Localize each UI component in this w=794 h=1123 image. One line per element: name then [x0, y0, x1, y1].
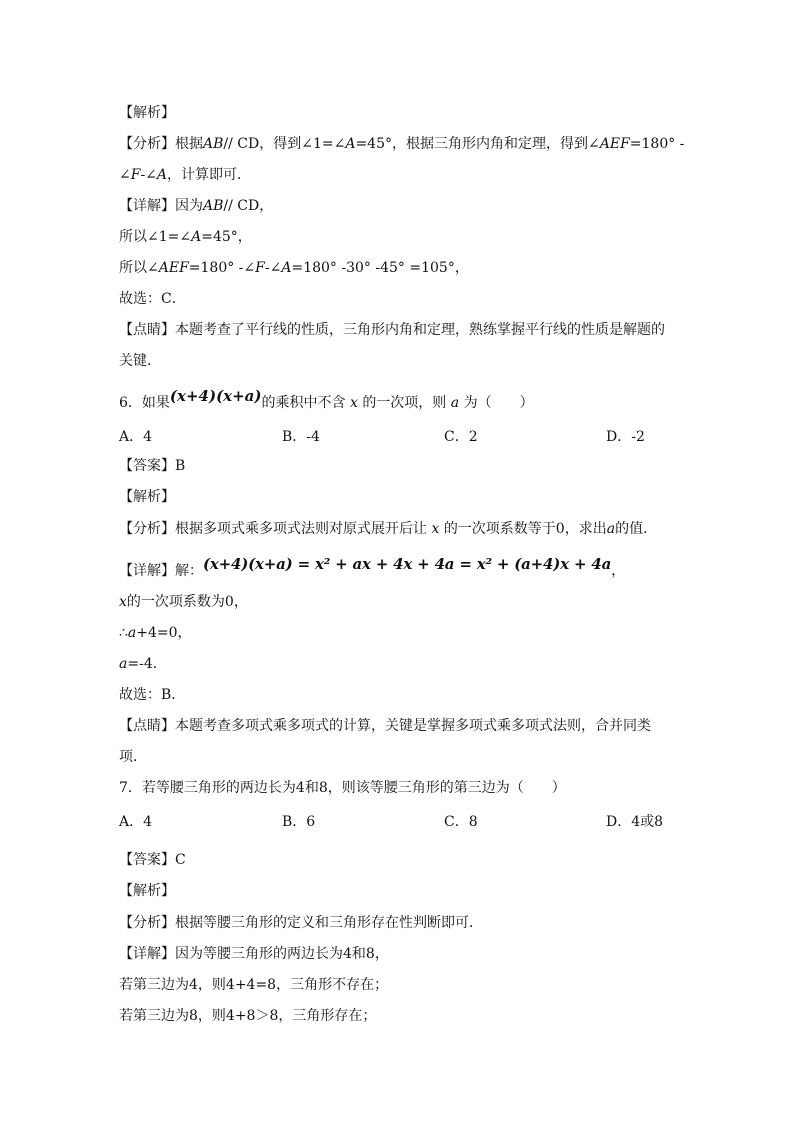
q5-jiexi-heading: 【解析】 [119, 105, 175, 121]
q6-option-b: B．-4 [282, 429, 320, 445]
q6-option-c: C．2 [444, 429, 478, 445]
q6-stem: 6．如果(x+4)(x+a)的乘积中不含 x 的一次项，则 a 为（ ） [119, 387, 534, 411]
q6-xiangjie-line: 【详解】解：(x+4)(x+a) = x² + ax + 4x + 4a = x² + (a+4)x + 4a， [119, 555, 626, 579]
q6-dianjing-line-1: 【点睛】本题考查多项式乘多项式的计算，关键是掌握多项式乘多项式法则，合并同类 [119, 718, 651, 734]
q7-option-b: B．6 [282, 814, 316, 830]
q6-fenxi-tag: 【分析】 [119, 521, 175, 537]
q6-dianjing-tag: 【点睛】 [119, 718, 175, 734]
q6-xiangjie-tag: 【详解】 [119, 563, 175, 579]
q6-step-1: x的一次项系数为0， [119, 594, 248, 610]
q7-answer-key: 【答案】C [119, 852, 186, 868]
q6-fenxi-line: 【分析】根据多项式乘多项式法则对原式展开后让 x 的一次项系数等于0，求出a的值． [119, 521, 658, 537]
q6-expansion-expression: (x+4)(x+a) = x² + ax + 4x + 4a = x² + (a+4)x + 4a [203, 555, 612, 573]
q5-dianjing-line-2: 关键． [119, 353, 161, 369]
q5-answer: 故选：C． [119, 291, 186, 307]
q6-option-a: A．4 [119, 429, 153, 445]
q5-step-2: 所以∠AEF=180° -∠F-∠A=180° -30° -45° =105°， [119, 260, 469, 276]
q5-xiangjie-line: 【详解】因为AB// CD， [119, 198, 274, 214]
q5-xiangjie-tag: 【详解】 [119, 198, 175, 214]
q7-fenxi-line: 【分析】根据等腰三角形的定义和三角形存在性判断即可． [119, 915, 483, 931]
q7-jiexi-heading: 【解析】 [119, 883, 175, 899]
q5-dianjing-tag: 【点睛】 [119, 322, 175, 338]
q7-option-d: D．4或8 [606, 814, 664, 830]
q6-jiexi-heading: 【解析】 [119, 489, 175, 505]
q5-fenxi-tag: 【分析】 [119, 136, 175, 152]
q6-step-3: a=-4． [119, 656, 167, 672]
q7-xiangjie-line: 【详解】因为等腰三角形的两边长为4和8， [119, 946, 389, 962]
q7-option-c: C．8 [444, 814, 478, 830]
q5-step-1: 所以∠1=∠A=45°， [119, 229, 252, 245]
q6-option-d: D．-2 [606, 429, 645, 445]
q5-fenxi-line-2: ∠F-∠A，计算即可． [119, 167, 252, 183]
q7-xiangjie-tag: 【详解】 [119, 946, 175, 962]
q6-step-2: ∴a+4=0， [119, 625, 192, 641]
q7-step-2: 若第三边为8，则4+8＞8，三角形存在； [119, 1008, 377, 1024]
q6-answer: 故选：B． [119, 687, 186, 703]
q7-fenxi-tag: 【分析】 [119, 915, 175, 931]
q5-fenxi-line-1: 【分析】根据AB// CD，得到∠1=∠A=45°，根据三角形内角和定理，得到∠AEF=180° - [119, 136, 685, 152]
q6-answer-key: 【答案】B [119, 458, 186, 474]
q5-dianjing-line-1: 【点睛】本题考查了平行线的性质，三角形内角和定理，熟练掌握平行线的性质是解题的 [119, 322, 665, 338]
q6-stem-expression: (x+4)(x+a) [169, 387, 262, 405]
q7-step-1: 若第三边为4，则4+4=8，三角形不存在； [119, 977, 389, 993]
q6-dianjing-line-2: 项． [119, 749, 147, 765]
q7-stem: 7．若等腰三角形的两边长为4和8，则该等腰三角形的第三边为（ ） [119, 780, 566, 796]
q7-option-a: A．4 [119, 814, 153, 830]
